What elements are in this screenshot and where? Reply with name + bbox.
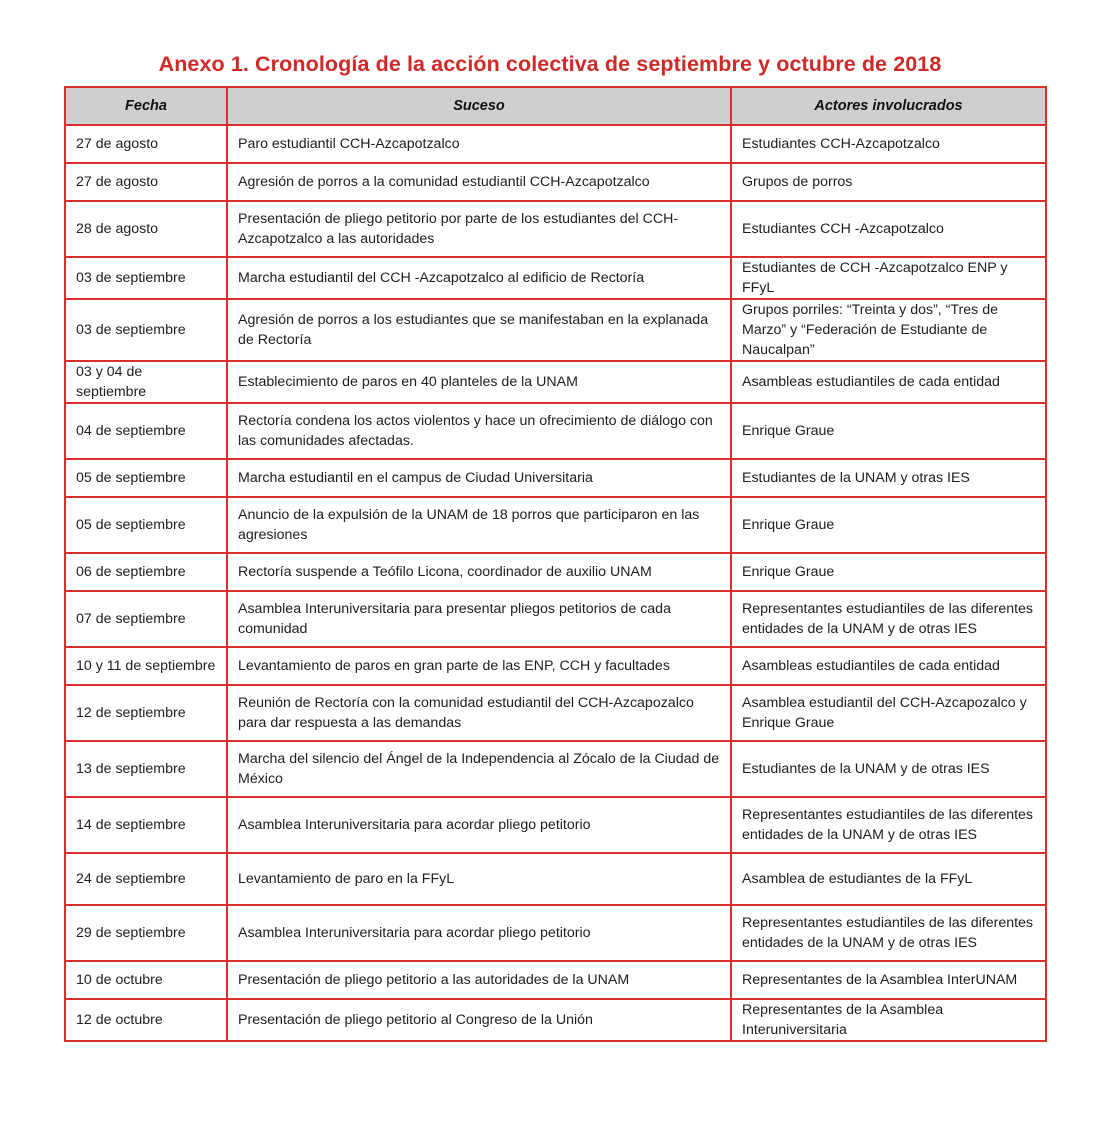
suceso-cell: Presentación de pliego petitorio a las autoridades de la UNAM bbox=[227, 961, 731, 999]
actores-cell: Enrique Graue bbox=[731, 553, 1046, 591]
table-row bbox=[65, 459, 1046, 497]
table-row bbox=[65, 741, 1046, 797]
fecha-cell: 06 de septiembre bbox=[65, 553, 227, 591]
actores-cell: Grupos de porros bbox=[731, 163, 1046, 201]
actores-cell: Representantes de la Asamblea Interuniversitaria bbox=[731, 999, 1046, 1041]
table-row bbox=[65, 647, 1046, 685]
suceso-cell: Presentación de pliego petitorio al Congreso de la Unión bbox=[227, 999, 731, 1041]
table-header-row bbox=[65, 87, 1046, 125]
fecha-cell: 03 de septiembre bbox=[65, 299, 227, 361]
fecha-cell: 29 de septiembre bbox=[65, 905, 227, 961]
suceso-cell: Paro estudiantil CCH-Azcapotzalco bbox=[227, 125, 731, 163]
suceso-cell: Levantamiento de paros en gran parte de las ENP, CCH y facultades bbox=[227, 647, 731, 685]
table-row bbox=[65, 125, 1046, 163]
fecha-cell: 12 de octubre bbox=[65, 999, 227, 1041]
suceso-cell: Asamblea Interuniversitaria para presentar pliegos petitorios de cada comunidad bbox=[227, 591, 731, 647]
suceso-cell: Reunión de Rectoría con la comunidad estudiantil del CCH-Azcapozalco para dar respuesta a las demandas bbox=[227, 685, 731, 741]
actores-cell: Representantes estudiantiles de las diferentes entidades de la UNAM y de otras IES bbox=[731, 797, 1046, 853]
suceso-cell: Anuncio de la expulsión de la UNAM de 18 porros que participaron en las agresiones bbox=[227, 497, 731, 553]
suceso-cell: Marcha estudiantil del CCH -Azcapotzalco al edificio de Rectoría bbox=[227, 257, 731, 299]
actores-cell: Estudiantes CCH-Azcapotzalco bbox=[731, 125, 1046, 163]
fecha-cell: 05 de septiembre bbox=[65, 459, 227, 497]
fecha-cell: 27 de agosto bbox=[65, 163, 227, 201]
suceso-cell: Agresión de porros a la comunidad estudiantil CCH-Azcapotzalco bbox=[227, 163, 731, 201]
column-header-suceso: Suceso bbox=[227, 87, 731, 125]
table-row bbox=[65, 685, 1046, 741]
actores-cell: Asambleas estudiantiles de cada entidad bbox=[731, 361, 1046, 403]
table-row bbox=[65, 553, 1046, 591]
suceso-cell: Presentación de pliego petitorio por parte de los estudiantes del CCH-Azcapotzalco a las autoridades bbox=[227, 201, 731, 257]
actores-cell: Estudiantes CCH -Azcapotzalco bbox=[731, 201, 1046, 257]
suceso-cell: Establecimiento de paros en 40 planteles de la UNAM bbox=[227, 361, 731, 403]
table-row bbox=[65, 163, 1046, 201]
suceso-cell: Rectoría condena los actos violentos y hace un ofrecimiento de diálogo con las comunidades afectadas. bbox=[227, 403, 731, 459]
table-row bbox=[65, 403, 1046, 459]
fecha-cell: 10 de octubre bbox=[65, 961, 227, 999]
fecha-cell: 13 de septiembre bbox=[65, 741, 227, 797]
fecha-cell: 07 de septiembre bbox=[65, 591, 227, 647]
table-row bbox=[65, 201, 1046, 257]
page-title: Anexo 1. Cronología de la acción colectiva de septiembre y octubre de 2018 bbox=[158, 52, 942, 76]
column-header-fecha: Fecha bbox=[65, 87, 227, 125]
table-row bbox=[65, 591, 1046, 647]
actores-cell: Asambleas estudiantiles de cada entidad bbox=[731, 647, 1046, 685]
column-header-actores: Actores involucrados bbox=[731, 87, 1046, 125]
fecha-cell: 14 de septiembre bbox=[65, 797, 227, 853]
table-row bbox=[65, 905, 1046, 961]
fecha-cell: 12 de septiembre bbox=[65, 685, 227, 741]
suceso-cell: Agresión de porros a los estudiantes que se manifestaban en la explanada de Rectoría bbox=[227, 299, 731, 361]
fecha-cell: 05 de septiembre bbox=[65, 497, 227, 553]
fecha-cell: 04 de septiembre bbox=[65, 403, 227, 459]
actores-cell: Enrique Graue bbox=[731, 497, 1046, 553]
fecha-cell: 24 de septiembre bbox=[65, 853, 227, 905]
table-row bbox=[65, 853, 1046, 905]
actores-cell: Representantes estudiantiles de las diferentes entidades de la UNAM y de otras IES bbox=[731, 591, 1046, 647]
table-row bbox=[65, 257, 1046, 299]
actores-cell: Asamblea de estudiantes de la FFyL bbox=[731, 853, 1046, 905]
suceso-cell: Marcha estudiantil en el campus de Ciudad Universitaria bbox=[227, 459, 731, 497]
suceso-cell: Marcha del silencio del Ángel de la Independencia al Zócalo de la Ciudad de México bbox=[227, 741, 731, 797]
fecha-cell: 27 de agosto bbox=[65, 125, 227, 163]
actores-cell: Estudiantes de CCH -Azcapotzalco ENP y FFyL bbox=[731, 257, 1046, 299]
fecha-cell: 03 de septiembre bbox=[65, 257, 227, 299]
fecha-cell: 10 y 11 de septiembre bbox=[65, 647, 227, 685]
table-row bbox=[65, 797, 1046, 853]
fecha-cell: 28 de agosto bbox=[65, 201, 227, 257]
suceso-cell: Asamblea Interuniversitaria para acordar pliego petitorio bbox=[227, 797, 731, 853]
actores-cell: Enrique Graue bbox=[731, 403, 1046, 459]
table-row bbox=[65, 497, 1046, 553]
actores-cell: Estudiantes de la UNAM y de otras IES bbox=[731, 741, 1046, 797]
table-row bbox=[65, 961, 1046, 999]
actores-cell: Representantes estudiantiles de las diferentes entidades de la UNAM y de otras IES bbox=[731, 905, 1046, 961]
suceso-cell: Levantamiento de paro en la FFyL bbox=[227, 853, 731, 905]
table-row bbox=[65, 999, 1046, 1041]
suceso-cell: Rectoría suspende a Teófilo Licona, coordinador de auxilio UNAM bbox=[227, 553, 731, 591]
actores-cell: Estudiantes de la UNAM y otras IES bbox=[731, 459, 1046, 497]
actores-cell: Asamblea estudiantil del CCH-Azcapozalco y Enrique Graue bbox=[731, 685, 1046, 741]
actores-cell: Grupos porriles: “Treinta y dos”, “Tres de Marzo” y “Federación de Estudiante de Naucalpan” bbox=[731, 299, 1046, 361]
table-row bbox=[65, 299, 1046, 361]
actores-cell: Representantes de la Asamblea InterUNAM bbox=[731, 961, 1046, 999]
table-row bbox=[65, 361, 1046, 403]
fecha-cell: 03 y 04 de septiembre bbox=[65, 361, 227, 403]
suceso-cell: Asamblea Interuniversitaria para acordar pliego petitorio bbox=[227, 905, 731, 961]
chronology-table bbox=[64, 86, 1047, 1042]
